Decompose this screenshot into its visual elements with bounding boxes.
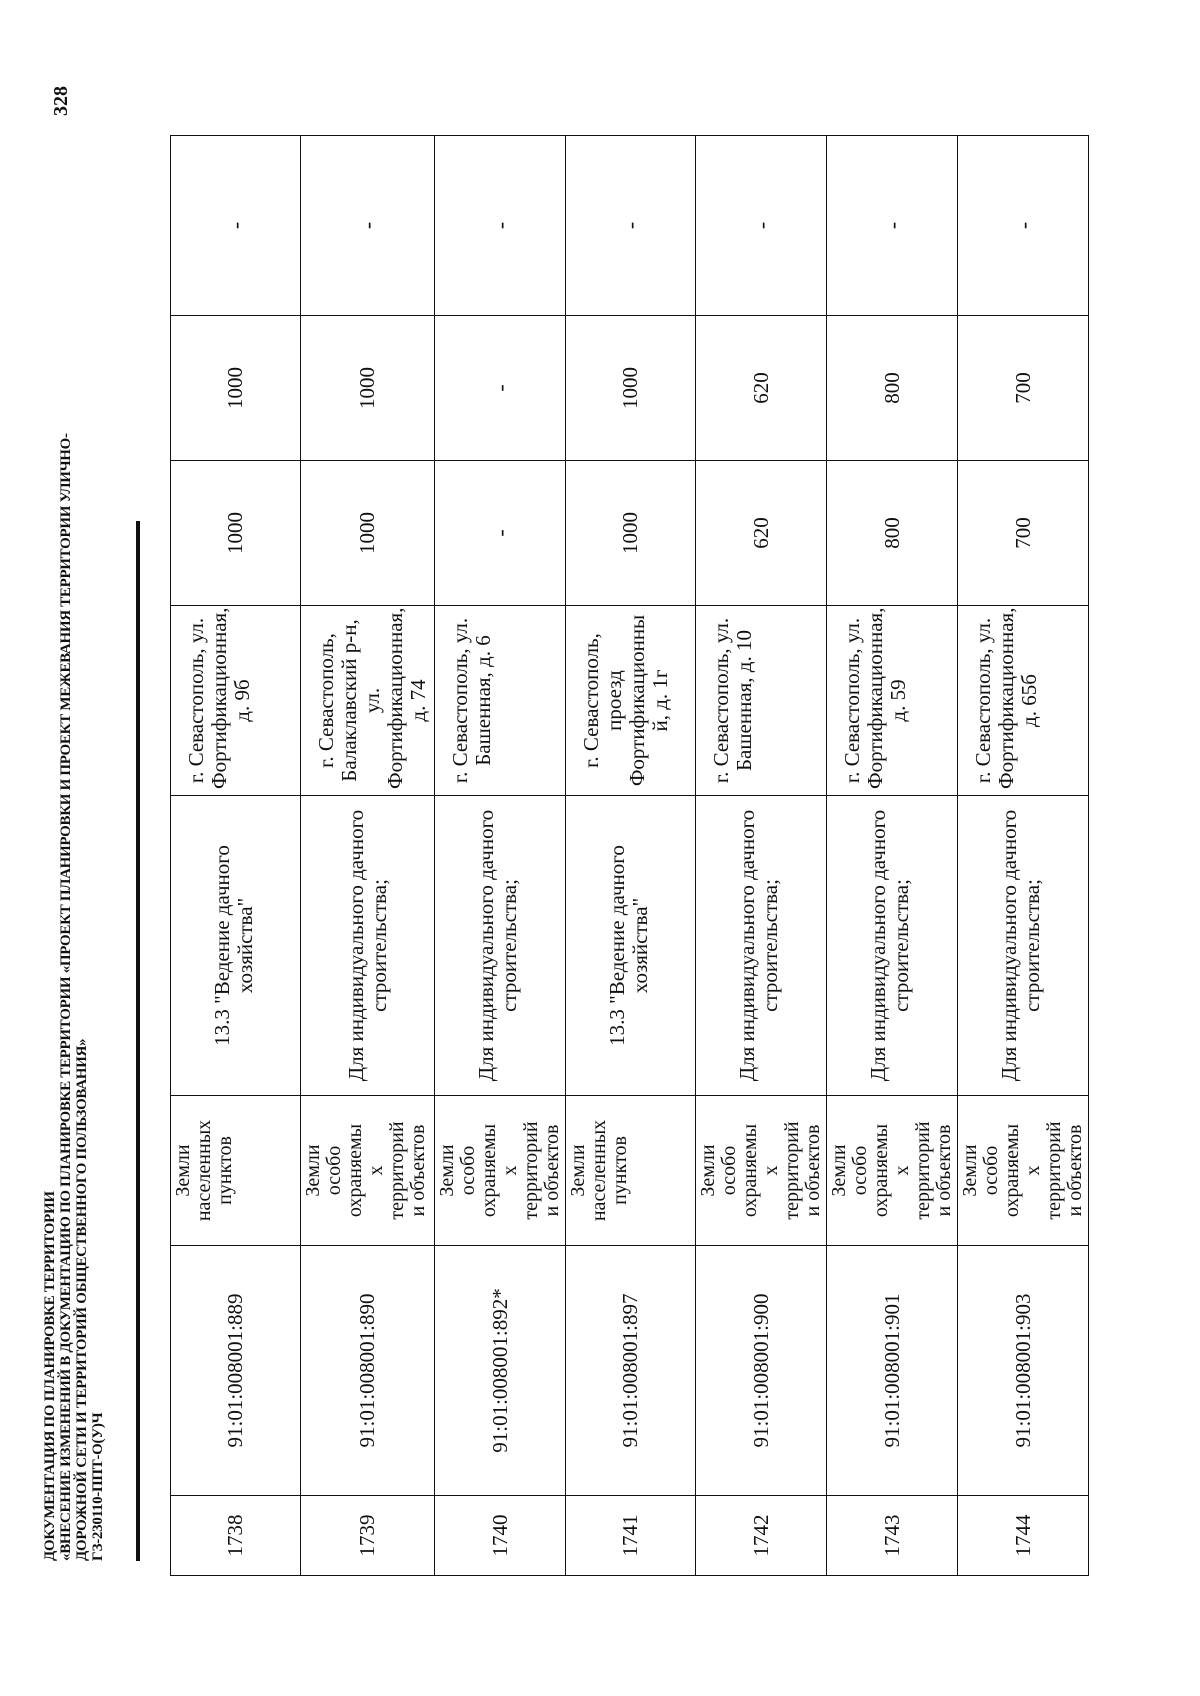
row-number-cell: 1740 [435,1496,566,1576]
land-plots-table [170,136,1086,1576]
area-cell: - [435,316,566,461]
row-number-cell: 1741 [566,1496,696,1576]
permitted-use-cell: Для индивидуального дачного строительства; [958,796,1089,1096]
land-category-line: особо [718,1145,740,1196]
land-category-line: Земли [567,1144,589,1197]
address-cell: г. Севастополь, ул. Фортификационная, д. 65б [958,606,1089,796]
land-category-cell [827,1096,958,1246]
land-category-line: населенных [588,1119,610,1222]
page-number: 328 [50,86,72,116]
area-cell: 800 [827,316,958,461]
land-category-line: охраняемы [870,1123,892,1218]
address-cell: г. Севастополь, ул. Фортификационная, д. 9б [171,606,301,796]
address-cell: г. Севастополь, ул. Башенная, д. 10 [696,606,827,796]
land-category-line: Земли [172,1144,194,1197]
land-category-line: х [365,1165,387,1176]
permitted-use-cell: 13.3 "Ведение дачного хозяйства" [566,796,696,1096]
extra-cell: - [435,136,566,316]
row-number-cell: 1742 [696,1496,827,1576]
land-category-line: пунктов [214,1136,236,1205]
permitted-use-cell: Для индивидуального дачного строительства; [301,796,435,1096]
land-category-cell [301,1096,435,1246]
extra-cell: - [827,136,958,316]
land-category-line: территорий [520,1121,542,1220]
cadastral-number-cell: 91:01:008001:901 [827,1246,958,1496]
land-category-line: и объектов [1064,1124,1086,1217]
header-line: ДОРОЖНОЙ СЕТИ И ТЕРРИТОРИЙ ОБЩЕСТВЕННОГО ПОЛЬЗОВАНИЯ» [74,1038,90,1561]
land-category-line: особо [980,1145,1002,1196]
area-cell: 1000 [566,316,696,461]
land-category-cell [958,1096,1089,1246]
area-cell: 1000 [171,316,301,461]
table-row [958,136,1089,1576]
land-category-cell [696,1096,827,1246]
address-cell: г. Севастополь, ул. Фортификационная, д. 59 [827,606,958,796]
land-category-line: Земли [302,1144,324,1197]
area-cell: 700 [958,461,1089,606]
area-cell: 800 [827,461,958,606]
land-category-line: территорий [781,1121,803,1220]
row-number-cell: 1739 [301,1496,435,1576]
land-category-line: особо [323,1145,345,1196]
land-category-line: х [760,1165,782,1176]
area-cell: 620 [696,316,827,461]
table-row [301,136,435,1576]
area-cell: 1000 [171,461,301,606]
extra-cell: - [301,136,435,316]
extra-cell: - [696,136,827,316]
land-category-line: особо [849,1145,871,1196]
land-category-line: и объектов [541,1124,563,1217]
permitted-use-cell: Для индивидуального дачного строительства; [696,796,827,1096]
cadastral-number-cell: 91:01:008001:892* [435,1246,566,1496]
area-cell: 1000 [301,461,435,606]
table-row [696,136,827,1576]
table-row [827,136,958,1576]
extra-cell: - [958,136,1089,316]
cadastral-number-cell: 91:01:008001:903 [958,1246,1089,1496]
area-cell: 1000 [301,316,435,461]
area-cell: 1000 [566,461,696,606]
row-number-cell: 1738 [171,1496,301,1576]
land-category-line: и объектов [933,1124,955,1217]
land-category-line: х [1022,1165,1044,1176]
header-rule [136,521,140,1561]
land-category-line: охраняемы [739,1123,761,1218]
address-cell: г. Севастополь, ул. Башенная, д. 6 [435,606,566,796]
extra-cell: - [171,136,301,316]
address-cell: г. Севастополь, проезд Фортификационны й, д. 1г [566,606,696,796]
land-category-line: и объектов [802,1124,824,1217]
land-category-line: территорий [386,1121,408,1220]
land-category-line: Земли [828,1144,850,1197]
document-header [42,433,106,1561]
header-line: ДОКУМЕНТАЦИЯ ПО ПЛАНИРОВКЕ ТЕРРИТОРИИ [42,1191,58,1561]
table-row [171,136,301,1576]
land-category-cell [171,1096,301,1246]
land-category-line: охраняемы [478,1123,500,1218]
permitted-use-cell: Для индивидуального дачного строительства; [435,796,566,1096]
address-cell: г. Севастополь, Балаклавский р-н, ул. Фортификационная, д. 74 [301,606,435,796]
land-category-line: Земли [436,1144,458,1197]
area-cell: 620 [696,461,827,606]
table-row [566,136,696,1576]
row-number-cell: 1744 [958,1496,1089,1576]
land-category-line: населенных [193,1119,215,1222]
land-category-cell [435,1096,566,1246]
land-category-line: охраняемы [344,1123,366,1218]
land-category-line: х [499,1165,521,1176]
land-category-line: х [891,1165,913,1176]
permitted-use-cell: Для индивидуального дачного строительства; [827,796,958,1096]
header-line: «ВНЕСЕНИЕ ИЗМЕНЕНИЙ В ДОКУМЕНТАЦИЮ ПО ПЛАНИРОВКЕ ТЕРРИТОРИИ «ПРОЕКТ ПЛАНИРОВКИ И ПРОЕКТ МЕЖЕВАНИЯ ТЕРРИТОРИИ УЛИЧНО- [58,433,74,1561]
land-category-line: пунктов [609,1136,631,1205]
row-number-cell: 1743 [827,1496,958,1576]
land-category-line: Земли [959,1144,981,1197]
land-category-line: Земли [697,1144,719,1197]
land-category-line: охраняемы [1001,1123,1023,1218]
land-category-line: и объектов [407,1124,429,1217]
area-cell: 700 [958,316,1089,461]
header-line: ГЗ-230110-ППТ-О(У)Ч [90,1412,106,1561]
land-category-line: особо [457,1145,479,1196]
permitted-use-cell: 13.3 "Ведение дачного хозяйства" [171,796,301,1096]
area-cell: - [435,461,566,606]
extra-cell: - [566,136,696,316]
land-category-cell [566,1096,696,1246]
cadastral-number-cell: 91:01:008001:897 [566,1246,696,1496]
cadastral-number-cell: 91:01:008001:890 [301,1246,435,1496]
cadastral-number-cell: 91:01:008001:889 [171,1246,301,1496]
cadastral-number-cell: 91:01:008001:900 [696,1246,827,1496]
land-category-line: территорий [1043,1121,1065,1220]
land-category-line: территорий [912,1121,934,1220]
table-row [435,136,566,1576]
